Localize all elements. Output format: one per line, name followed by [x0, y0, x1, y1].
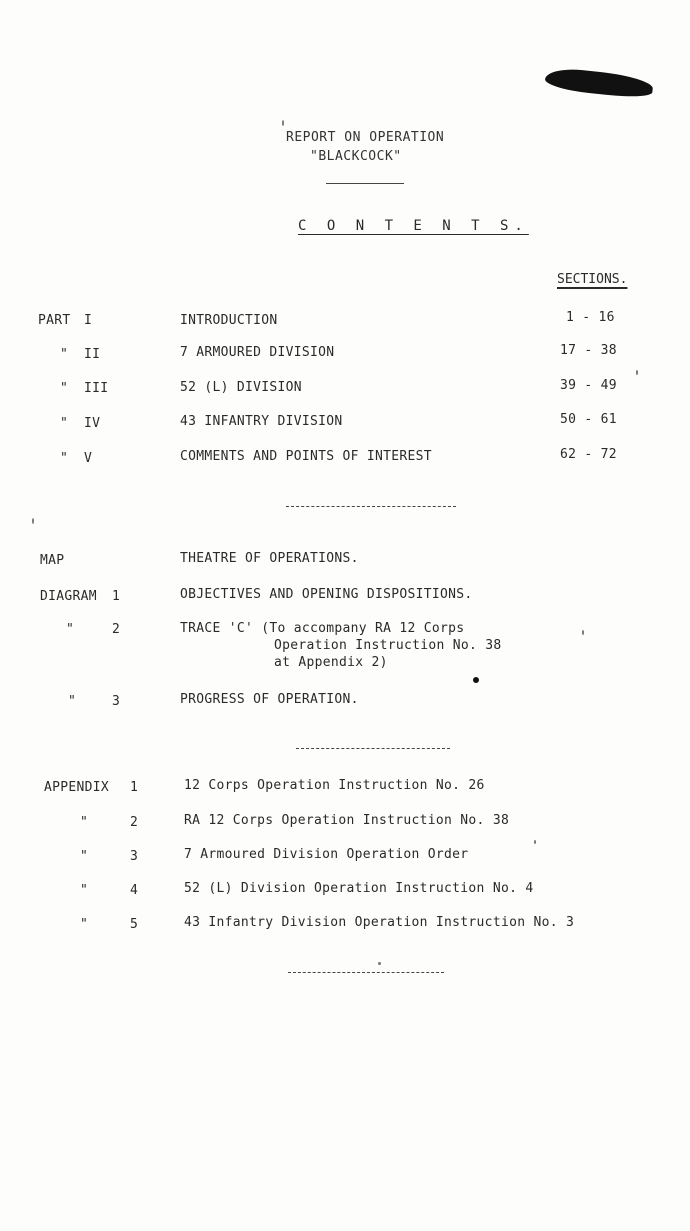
ditto-mark: " — [60, 381, 69, 396]
ditto-mark: " — [80, 815, 89, 830]
diagram-title: TRACE 'C' (To accompany RA 12 Corps — [180, 621, 465, 636]
appendix-number: 2 — [130, 815, 139, 830]
redaction-mark — [544, 66, 654, 99]
part-sections: 39 - 49 — [560, 378, 617, 393]
scan-speck — [32, 518, 34, 524]
ditto-mark: " — [60, 451, 69, 466]
scan-speck — [582, 630, 584, 635]
part-title: 7 ARMOURED DIVISION — [180, 345, 335, 360]
ditto-mark: " — [60, 347, 69, 362]
section-divider — [286, 506, 456, 507]
part-sections: 50 - 61 — [560, 412, 617, 427]
part-title: 43 INFANTRY DIVISION — [180, 414, 343, 429]
part-number: IV — [84, 416, 101, 431]
diagram-label: DIAGRAM — [40, 589, 97, 604]
section-divider — [288, 972, 444, 973]
diagram-number: 2 — [112, 622, 121, 637]
part-title: COMMENTS AND POINTS OF INTEREST — [180, 449, 432, 464]
appendix-number: 3 — [130, 849, 139, 864]
ink-spot — [473, 677, 479, 683]
diagram-number: 1 — [112, 589, 121, 604]
scan-speck — [534, 840, 536, 844]
section-divider — [296, 748, 450, 749]
appendix-title: 43 Infantry Division Operation Instruction No. 3 — [184, 915, 575, 930]
scan-speck — [378, 962, 381, 965]
part-sections: 1 - 16 — [566, 310, 615, 325]
scan-speck — [282, 120, 284, 126]
part-label: PART — [38, 313, 71, 328]
appendix-number: 5 — [130, 917, 139, 932]
appendix-label: APPENDIX — [44, 780, 110, 795]
map-label: MAP — [40, 553, 65, 568]
scan-speck — [636, 370, 638, 375]
part-number: V — [84, 451, 93, 466]
appendix-number: 1 — [130, 780, 139, 795]
part-sections: 17 - 38 — [560, 343, 617, 358]
part-number: II — [84, 347, 101, 362]
operation-name: "BLACKCOCK" — [310, 149, 402, 164]
appendix-title: RA 12 Corps Operation Instruction No. 38 — [184, 813, 510, 828]
diagram-title-cont: Operation Instruction No. 38 — [274, 638, 502, 653]
diagram-title-cont: at Appendix 2) — [274, 655, 388, 670]
appendix-title: 7 Armoured Division Operation Order — [184, 847, 469, 862]
diagram-title: OBJECTIVES AND OPENING DISPOSITIONS. — [180, 587, 473, 602]
diagram-title: PROGRESS OF OPERATION. — [180, 692, 359, 707]
map-title: THEATRE OF OPERATIONS. — [180, 551, 359, 566]
ditto-mark: " — [80, 917, 89, 932]
ditto-mark: " — [68, 694, 77, 709]
ditto-mark: " — [60, 416, 69, 431]
ditto-mark: " — [80, 883, 89, 898]
contents-heading: C O N T E N T S. — [298, 218, 529, 234]
ditto-mark: " — [80, 849, 89, 864]
appendix-title: 12 Corps Operation Instruction No. 26 — [184, 778, 485, 793]
diagram-number: 3 — [112, 694, 121, 709]
title-rule — [326, 183, 404, 184]
part-sections: 62 - 72 — [560, 447, 617, 462]
appendix-number: 4 — [130, 883, 139, 898]
appendix-title: 52 (L) Division Operation Instruction No. 4 — [184, 881, 534, 896]
part-number: I — [84, 313, 93, 328]
part-title: 52 (L) DIVISION — [180, 380, 302, 395]
ditto-mark: " — [66, 622, 75, 637]
part-number: III — [84, 381, 109, 396]
part-title: INTRODUCTION — [180, 313, 278, 328]
report-title: REPORT ON OPERATION — [286, 130, 445, 145]
sections-heading: SECTIONS. — [557, 272, 628, 287]
